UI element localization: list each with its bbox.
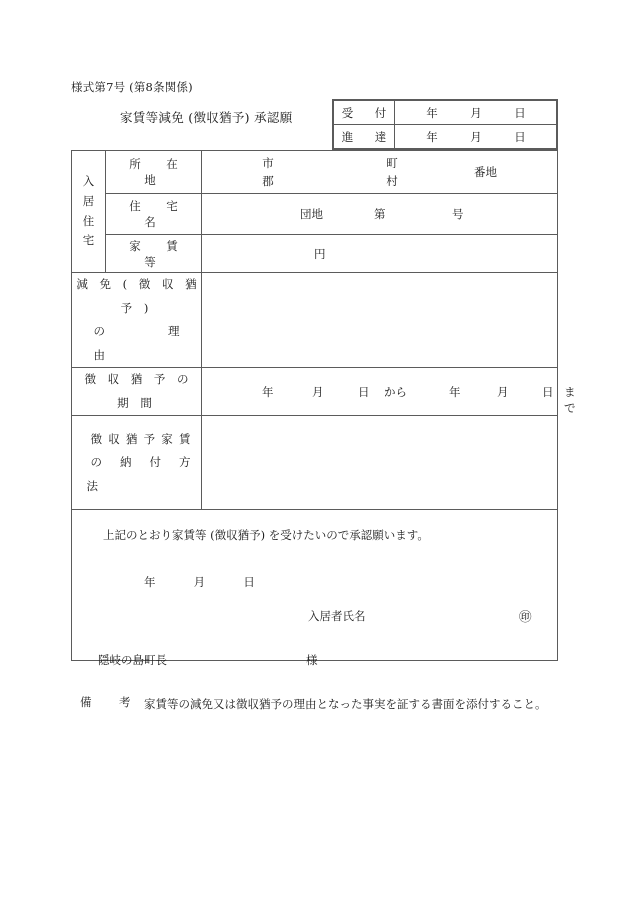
- receipt-row-shintatsu: [334, 125, 557, 149]
- address-town-village: [382, 155, 402, 191]
- period-to-label: まで: [564, 385, 576, 416]
- receipt-month-uketsuke: 月: [470, 105, 482, 120]
- period-from-label: から: [384, 385, 407, 400]
- receipt-date-shintatsu[interactable]: [395, 125, 557, 149]
- receipt-box: [332, 99, 558, 150]
- reason-label: [72, 273, 214, 368]
- payment-label-line1: 徴 収 猶 予 家 賃: [90, 431, 191, 446]
- table-row-declaration: [72, 510, 558, 661]
- addressee-label: 隠岐の島町長: [98, 653, 167, 668]
- table-row-address: [72, 151, 558, 194]
- address-county-label: 郡: [262, 173, 274, 188]
- form-number: 様式第7号 (第8条関係): [71, 80, 193, 94]
- table-row-housing-name: [72, 194, 558, 235]
- period-end-year: 年: [449, 385, 461, 400]
- main-form-table: [71, 150, 576, 668]
- declaration-day: 日: [243, 575, 255, 590]
- address-town-label: 町: [386, 156, 398, 170]
- receipt-row-uketsuke: [334, 101, 557, 125]
- housing-complex-label: 団地: [300, 207, 323, 221]
- declaration-block: [72, 510, 558, 668]
- housing-name-value-field[interactable]: [202, 194, 558, 235]
- rent-label: 家 賃 等: [106, 235, 202, 273]
- reason-label-line1: 減 免 ( 徴 収 猶 予 ): [76, 277, 201, 315]
- housing-name-label: 住 宅 名: [106, 194, 202, 235]
- receipt-label-uketsuke: 受 付: [334, 101, 395, 125]
- table-row-reason: [72, 273, 558, 368]
- period-start-day: 日: [358, 385, 370, 400]
- receipt-date-uketsuke[interactable]: [395, 101, 557, 125]
- vertical-char-2: 居: [82, 193, 95, 208]
- table-row-period: [72, 368, 558, 416]
- declaration-date-field[interactable]: [144, 574, 289, 590]
- address-lot-label: 番地: [474, 165, 497, 179]
- address-village-label: 村: [386, 173, 398, 188]
- address-value-field[interactable]: [202, 151, 558, 194]
- period-end-month: 月: [497, 385, 509, 400]
- housing-number-prefix: 第: [374, 207, 386, 221]
- vertical-char-1: 入: [82, 173, 95, 188]
- receipt-year-shintatsu: 年: [426, 129, 438, 144]
- receipt-day-shintatsu: 日: [514, 129, 526, 144]
- remarks-label: 備 考: [80, 695, 139, 709]
- receipt-year-uketsuke: 年: [426, 105, 438, 120]
- remarks-text: 家賃等の減免又は徴収猶予の理由となった事実を証する書面を添付すること。: [144, 697, 547, 711]
- period-start-month: 月: [312, 385, 324, 400]
- address-city-county: [258, 155, 278, 191]
- receipt-label-shintatsu: 進 達: [334, 125, 395, 149]
- payment-method-value-field[interactable]: [202, 416, 558, 510]
- period-start-year: 年: [262, 385, 274, 400]
- address-label: 所 在 地: [106, 151, 202, 194]
- rent-currency-unit: 円: [314, 247, 326, 261]
- period-label: 徴 収 猶 予 の 期 間: [72, 368, 202, 416]
- resident-name-label: 入居者氏名: [308, 609, 366, 624]
- housing-number-suffix: 号: [452, 207, 464, 221]
- addressee-honorific: 様: [306, 653, 318, 668]
- period-end-day: 日: [542, 385, 554, 400]
- vertical-char-3: 住: [82, 213, 95, 228]
- page-title: 家賃等減免 (徴収猶予) 承認願: [120, 110, 293, 125]
- table-row-payment-method: [72, 416, 558, 510]
- declaration-month: 月: [193, 575, 206, 590]
- declaration-sentence: 上記のとおり家賃等 (徴収猶予) を受けたいので承認願います。: [103, 528, 429, 543]
- table-row-rent: [72, 235, 558, 273]
- rent-value-field[interactable]: [202, 235, 558, 273]
- vertical-char-4: 宅: [82, 233, 95, 248]
- reason-label-line2: の 理 由: [93, 324, 214, 362]
- payment-label-line2: の 納 付 方 法: [86, 455, 202, 493]
- receipt-day-uketsuke: 日: [514, 105, 526, 120]
- payment-method-label: [72, 416, 202, 510]
- receipt-month-shintatsu: 月: [470, 129, 482, 144]
- declaration-year: 年: [144, 575, 156, 590]
- reason-value-field[interactable]: [202, 273, 558, 368]
- period-value-field[interactable]: [202, 368, 576, 416]
- address-city-label: 市: [262, 156, 274, 170]
- seal-icon: ㊞: [519, 609, 532, 625]
- residence-vertical-label: [72, 151, 106, 273]
